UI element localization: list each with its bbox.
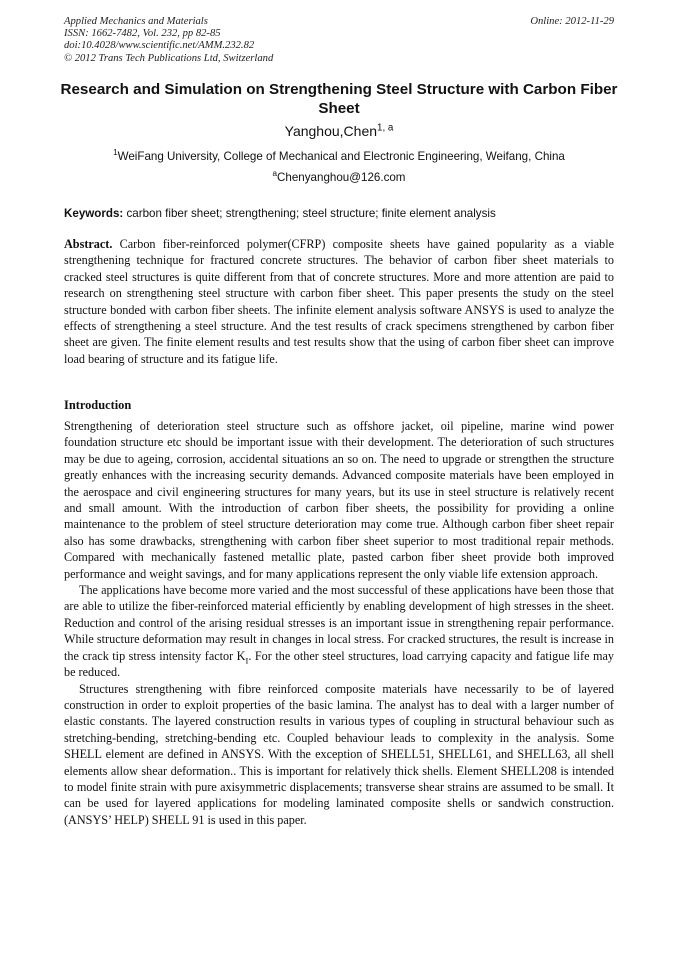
intro-paragraph-2-text: The applications have become more varied and the most successful of these applications have been those that are able to utilize the fiber-reinforced material efficiently by enabling development of high stresses in the sheet. Reduction and control of the arising residual stresses is an important issue in strengthening repair performance. While structure deformation may result in changes in local stress. For cracked structures, the result is increase in the crack tip stress intensity factor K <box>64 583 614 663</box>
stress-intensity-subscript: I <box>245 655 249 666</box>
introduction-body <box>64 418 614 828</box>
intro-paragraph-2 <box>64 582 614 680</box>
doi-line: doi:10.4028/www.scientific.net/AMM.232.82 <box>64 40 255 52</box>
abstract <box>64 236 614 367</box>
author-name: Yanghou,Chen <box>284 123 378 139</box>
keywords-label: Keywords: <box>64 207 124 220</box>
issn-line: ISSN: 1662-7482, Vol. 232, pp 82-85 <box>64 28 221 40</box>
affiliation-superscript: 1 <box>113 148 118 158</box>
section-heading-introduction: Introduction <box>64 398 132 412</box>
abstract-text: Carbon fiber-reinforced polymer(CFRP) composite sheets have gained popularity as a viable strengthening technique for fractured concrete structures. The behavior of carbon fiber sheet materials to cracked steel structures is quite different from that of concrete structures. More and more attention are paid to research on strengthening steel structure with carbon fiber sheet. This paper presents the study on the steel structure bonded with carbon fiber sheets. The infinite element analysis software ANSYS is used to analyze the effects of strengthening a steel structure. And the test results of crack specimens strengthened by carbon fiber sheet are given. The finite element results and test results show that the using of carbon fiber sheet can improve load bearing of structure and its fatigue life. <box>64 237 614 366</box>
intro-paragraph-1: Strengthening of deterioration steel structure such as offshore jacket, oil pipeline, marine wind power foundation structure etc should be important issue with their development. The deterioration of such structures may be due to ageing, corrosion, accidental situations an so on. The need to upgrade or strengthen the structure greatly enhances with the increasing security demands. Advanced composite materials have been employed in the aerospace and civil engineering structures for many years, but its use in steel structure is relatively recent and small amount. With the introduction of carbon fiber sheets, the possibility for providing a online maintenance to the problem of steel structure deterioration may come true. Although carbon fiber sheet repair also has some drawbacks, strengthening with carbon fiber sheet superior to most traditional repair methods. Compared with mechanically fastened metallic plate, pasted carbon fiber sheet provide both improved performance and weight savings, and for many applications represent the only viable life extension approach. <box>64 419 614 581</box>
intro-paragraph-2-tail: . For the other steel structures, load carrying capacity and fatigue life may be reduced. <box>64 648 614 680</box>
journal-name: Applied Mechanics and Materials <box>64 16 208 27</box>
intro-paragraph-3: Structures strengthening with fibre reinforced composite materials have necessarily to be of layered construction in order to exploit properties of the basic lamina. The analyst has to deal with a larger number of elastic constants. The layered construction results in various types of coupling in structural behaviour such as stretching-bending, stretching-bending etc. Coupled behaviour leads to complexity in the analysis. Some SHELL element are defined in ANSYS. With the exception of SHELL51, SHELL61, and SHELL63, all shell elements allow shear deformation.. This is important for relatively thick shells. Element SHELL208 is intended to model finite strain with pure axisymmetric displacements; transverse shear strains are assumed to be small. It can be used for layered applications for modeling laminated composite shells or sandwich construction.(ANSYS’ HELP) SHELL 91 is used in this paper. <box>64 681 614 827</box>
journal-header <box>64 16 273 65</box>
author-line <box>64 123 614 139</box>
author-superscript: 1, a <box>377 122 394 134</box>
copyright-line: © 2012 Trans Tech Publications Ltd, Switzerland <box>64 52 274 64</box>
author-email <box>64 171 614 184</box>
paper-title: Research and Simulation on Strengthening Steel Structure with Carbon Fiber Sheet <box>60 81 618 117</box>
affiliation <box>64 150 614 163</box>
online-date: Online: 2012-11-29 <box>530 16 614 27</box>
keywords <box>64 207 616 220</box>
email-superscript: a <box>272 169 278 179</box>
abstract-label: Abstract. <box>64 237 113 251</box>
keywords-text: carbon fiber sheet; strengthening; steel structure; finite element analysis <box>123 207 496 220</box>
affiliation-text: WeiFang University, College of Mechanical and Electronic Engineering, Weifang, China <box>117 150 565 163</box>
email-text: Chenyanghou@126.com <box>277 171 406 184</box>
